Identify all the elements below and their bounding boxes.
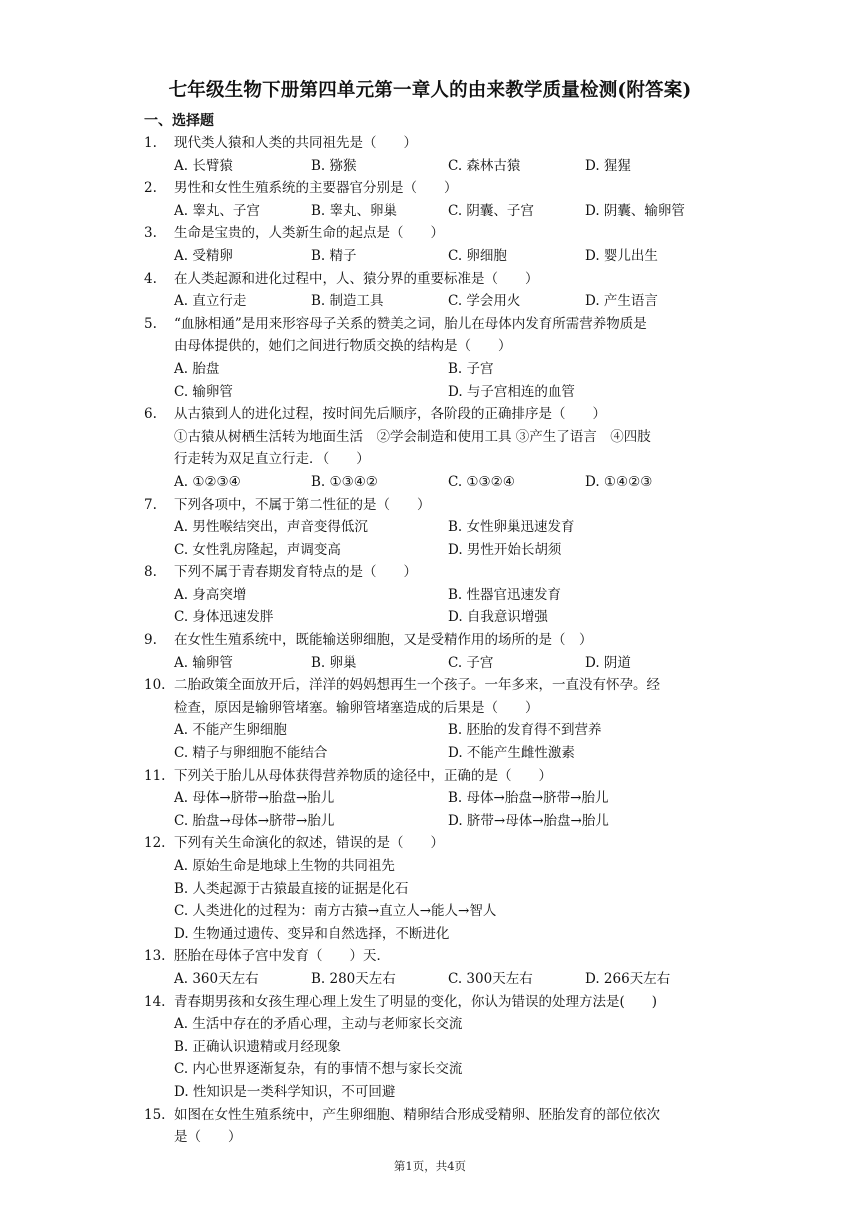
question-number: 3. — [144, 225, 157, 242]
question-text: 青春期男孩和女孩生理心理上发生了明显的变化，你认为错误的处理方法是( ) — [174, 993, 658, 1010]
page-footer: 第1页，共4页 — [393, 1159, 467, 1173]
options-row — [0, 1036, 860, 1059]
question-item — [0, 222, 860, 267]
answer-option: B. ①③④② — [311, 473, 378, 490]
options-row — [0, 1081, 860, 1104]
question-text: 是（ ） — [174, 1129, 242, 1146]
answer-option: A. 母体→脐带→胎盘→胎儿 — [174, 790, 335, 807]
answer-option: A. 胎盘 — [174, 360, 220, 377]
question-text: 在人类起源和进化过程中，人、猿分界的重要标准是（ ） — [174, 270, 539, 287]
question-text: 检查，原因是输卵管堵塞。输卵管堵塞造成的后果是（ ） — [174, 699, 539, 716]
options-row — [0, 584, 860, 607]
options-row — [0, 810, 860, 833]
answer-option: D. 男性开始长胡须 — [448, 541, 562, 558]
question-item — [0, 403, 860, 493]
answer-option: C. 卵细胞 — [448, 247, 507, 264]
options-row — [0, 516, 860, 539]
answer-option: D. 婴儿出生 — [585, 247, 658, 264]
answer-option: A. 身高突增 — [174, 586, 247, 603]
answer-option: B. 人类起源于古猿最直接的证据是化石 — [174, 880, 409, 897]
document-title: 七年级生物下册第四单元第一章人的由来教学质量检测(附答案) — [168, 80, 692, 101]
question-number: 5. — [144, 315, 157, 332]
question-number: 2. — [144, 180, 157, 197]
question-item — [0, 945, 860, 990]
question-item — [0, 132, 860, 177]
options-row — [0, 539, 860, 562]
answer-option: C. 子宫 — [448, 654, 494, 671]
answer-option: A. 受精卵 — [174, 247, 233, 264]
question-text: 下列不属于青春期发育特点的是（ ） — [174, 564, 417, 581]
answer-option: C. 森林古猿 — [448, 157, 521, 174]
question-number: 11. — [144, 767, 166, 784]
answer-option: D. ①④②③ — [585, 473, 653, 490]
options-row — [0, 855, 860, 878]
question-list — [0, 132, 860, 1149]
question-item — [0, 494, 860, 562]
answer-option: B. 睾丸、卵巢 — [311, 202, 398, 219]
question-text: 从古猿到人的进化过程，按时间先后顺序，各阶段的正确排序是（ ） — [174, 406, 606, 423]
answer-option: D. 生物通过遗传、变异和自然选择，不断进化 — [174, 925, 450, 942]
answer-option: A. 直立行走 — [174, 293, 247, 310]
question-text: 行走转为双足直立行走．（ ） — [174, 451, 370, 468]
answer-option: D. 性知识是一类科学知识，不可回避 — [174, 1083, 396, 1100]
answer-option: D. 不能产生雌性激素 — [448, 745, 575, 762]
answer-option: C. 内心世界逐渐复杂，有的事情不想与家长交流 — [174, 1061, 463, 1078]
answer-option: D. 阴道 — [585, 654, 631, 671]
question-item — [0, 991, 860, 1104]
answer-option: A. 输卵管 — [174, 654, 233, 671]
answer-option: B. 280天左右 — [311, 970, 396, 987]
question-number: 4. — [144, 270, 157, 287]
options-row — [0, 381, 860, 404]
answer-option: A. 男性喉结突出，声音变得低沉 — [174, 519, 368, 536]
answer-option: B. 子宫 — [448, 360, 494, 377]
answer-option: D. 产生语言 — [585, 293, 658, 310]
answer-option: C. 输卵管 — [174, 383, 233, 400]
question-number: 8. — [144, 564, 157, 581]
options-row — [0, 471, 860, 494]
answer-option: D. 与子宫相连的血管 — [448, 383, 575, 400]
answer-option: A. 不能产生卵细胞 — [174, 722, 287, 739]
question-number: 10. — [144, 677, 166, 694]
question-text: 二胎政策全面放开后，洋洋的妈妈想再生一个孩子。一年多来，一直没有怀孕。经 — [174, 677, 660, 694]
options-row — [0, 606, 860, 629]
question-number: 13. — [144, 948, 166, 965]
question-number: 7. — [144, 496, 157, 513]
answer-option: C. 人类进化的过程为：南方古猿→直立人→能人→智人 — [174, 903, 497, 920]
answer-option: B. 女性卵巢迅速发育 — [448, 519, 575, 536]
question-item — [0, 765, 860, 833]
answer-option: C. ①③②④ — [448, 473, 515, 490]
answer-option: B. 精子 — [311, 247, 357, 264]
options-row — [0, 742, 860, 765]
question-number: 14. — [144, 993, 166, 1010]
answer-option: D. 自我意识增强 — [448, 609, 548, 626]
options-row — [0, 1013, 860, 1036]
question-item — [0, 629, 860, 674]
question-text: 下列有关生命演化的叙述，错误的是（ ） — [174, 835, 444, 852]
options-row — [0, 290, 860, 313]
answer-option: B. 胚胎的发育得不到营养 — [448, 722, 602, 739]
options-row — [0, 155, 860, 178]
question-text: 在女性生殖系统中，既能输送卵细胞，又是受精作用的场所的是（ ） — [174, 632, 593, 649]
answer-option: C. 学会用火 — [448, 293, 521, 310]
options-row — [0, 968, 860, 991]
answer-option: C. 身体迅速发胖 — [174, 609, 274, 626]
options-row — [0, 358, 860, 381]
question-number: 9. — [144, 632, 157, 649]
question-number: 15. — [144, 1106, 166, 1123]
answer-option: C. 300天左右 — [448, 970, 533, 987]
question-item — [0, 832, 860, 945]
answer-option: B. 性器官迅速发育 — [448, 586, 562, 603]
answer-option: C. 女性乳房隆起，声调变高 — [174, 541, 341, 558]
question-item — [0, 268, 860, 313]
question-text: “血脉相通”是用来形容母子关系的赞美之词，胎儿在母体内发育所需营养物质是 — [174, 315, 647, 332]
answer-option: A. ①②③④ — [174, 473, 241, 490]
answer-option: B. 卵巢 — [311, 654, 357, 671]
answer-option: D. 阴囊、输卵管 — [585, 202, 685, 219]
options-row — [0, 719, 860, 742]
answer-option: A. 长臂猿 — [174, 157, 233, 174]
answer-option: D. 266天左右 — [585, 970, 671, 987]
answer-option: B. 母体→胎盘→脐带→胎儿 — [448, 790, 609, 807]
answer-option: A. 生活中存在的矛盾心理，主动与老师家长交流 — [174, 1016, 463, 1033]
question-item — [0, 313, 860, 403]
options-row — [0, 923, 860, 946]
question-text: 现代类人猿和人类的共同祖先是（ ） — [174, 135, 417, 151]
answer-option: A. 原始生命是地球上生物的共同祖先 — [174, 858, 395, 874]
answer-option: B. 猕猴 — [311, 157, 357, 174]
question-number: 12. — [144, 835, 166, 852]
section-heading: 一、选择题 — [144, 113, 214, 129]
options-row — [0, 1058, 860, 1081]
question-text: 如图在女性生殖系统中，产生卵细胞、精卵结合形成受精卵、胚胎发育的部位依次 — [174, 1106, 660, 1123]
answer-option: C. 精子与卵细胞不能结合 — [174, 745, 328, 762]
question-item — [0, 1104, 860, 1149]
answer-option: A. 360天左右 — [174, 970, 259, 987]
question-text: 男性和女性生殖系统的主要器官分别是（ ） — [174, 180, 458, 197]
question-item — [0, 561, 860, 629]
question-text: 胚胎在母体子宫中发育（ ）天． — [174, 948, 390, 965]
answer-option: D. 脐带→母体→胎盘→胎儿 — [448, 812, 609, 829]
options-row — [0, 245, 860, 268]
answer-option: A. 睾丸、子宫 — [174, 202, 260, 219]
options-row — [0, 900, 860, 923]
answer-option: C. 胎盘→母体→脐带→胎儿 — [174, 812, 335, 829]
answer-option: D. 猩猩 — [585, 157, 631, 174]
question-item — [0, 177, 860, 222]
question-item — [0, 674, 860, 764]
options-row — [0, 200, 860, 223]
question-text: ①古猿从树栖生活转为地面生活 ②学会制造和使用工具 ③产生了语言 ④四肢 — [174, 428, 651, 445]
answer-option: C. 阴囊、子宫 — [448, 202, 534, 219]
options-row — [0, 787, 860, 810]
question-number: 1. — [144, 135, 157, 151]
answer-option: B. 制造工具 — [311, 293, 384, 310]
question-text: 下列各项中，不属于第二性征的是（ ） — [174, 496, 431, 513]
options-row — [0, 878, 860, 901]
question-text: 由母体提供的，她们之间进行物质交换的结构是（ ） — [174, 338, 512, 355]
question-text: 生命是宝贵的，人类新生命的起点是（ ） — [174, 225, 444, 242]
answer-option: B. 正确认识遗精或月经现象 — [174, 1038, 342, 1055]
options-row — [0, 652, 860, 675]
question-number: 6. — [144, 406, 157, 423]
question-text: 下列关于胎儿从母体获得营养物质的途径中，正确的是（ ） — [174, 767, 552, 784]
